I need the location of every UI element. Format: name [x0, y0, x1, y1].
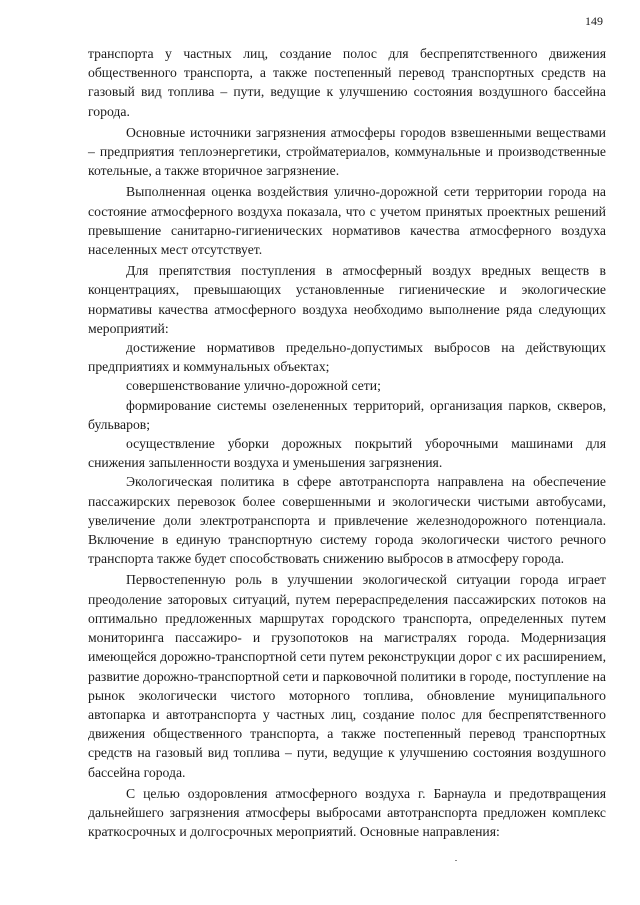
list-item: осуществление уборки дорожных покрытий уборочными машинами для снижения запыленности воздуха и уменьшения загрязнения.: [88, 436, 606, 471]
paragraph: транспорта у частных лиц, создание полос для беспрепятственного движения общественного транспорта, а также постепенный перевод транспортных средств на газовый вид топлива – пути, ведущие к улучшению состояния воздушного бассейна города.: [88, 46, 606, 119]
list-item: формирование системы озелененных территорий, организация парков, скверов, бульваров;: [88, 397, 606, 432]
list-item: совершенствование улично-дорожной сети;: [126, 378, 381, 394]
paragraph: Для препятствия поступления в атмосферный воздух вредных веществ в концентрациях, превышающих установленные гигиенические и экологические нормативы качества атмосферного воздуха необходимо выполнение ряда следующих мероприятий:: [88, 263, 606, 336]
paragraph: Первостепенную роль в улучшении экологической ситуации города играет преодоление заторовых ситуаций, путем перераспределения пассажирских потоков на оптимально предложенных маршрутах городского транспорта, определенных путем мониторинга пассажиро- и грузопотоков на магистралях города. Модернизация имеющейся дорожно-транспортной сети путем реконструкции дорог с их расширением, развитие дорожно-транспортной сети и парковочной политики в городе, поступление на рынок экологически чистого моторного топлива, обновление муниципального автопарка и автотранспорта у частных лиц, создание полос для беспрепятственного движения общественного транспорта, а также постепенный перевод транспортных средств на газовый вид топлива – пути, ведущие к улучшению состояния воздушного бассейна города.: [88, 572, 606, 780]
paragraph: С целью оздоровления атмосферного воздуха г. Барнаула и предотвращения дальнейшего загрязнения атмосферы выбросами автотранспорта предложен комплекс краткосрочных и долгосрочных мероприятий. Основные направления:: [88, 785, 606, 840]
body-text: [88, 44, 606, 841]
page-number: 149: [585, 14, 603, 28]
paragraph: Экологическая политика в сфере автотранспорта направлена на обеспечение пассажирских перевозок более совершенными и экологически чистыми автобусами, увеличение доли электротранспорта и привлечение железнодорожного потенциала. Включение в единую транспортную систему города экологически чистого речного транспорта также будет способствовать снижению выбросов в атмосферу города.: [88, 474, 606, 567]
paragraph: Основные источники загрязнения атмосферы городов взвешенными веществами – предприятия теплоэнергетики, стройматериалов, коммунальные и производственные котельные, а также вторичное загрязнение.: [88, 124, 606, 179]
scan-speck: [455, 860, 457, 861]
list-item: достижение нормативов предельно-допустимых выбросов на действующих предприятиях и коммунальных объектах;: [88, 340, 606, 375]
paragraph: Выполненная оценка воздействия улично-дорожной сети территории города на состояние атмосферного воздуха показала, что с учетом принятых проектных решений превышение санитарно-гигиенических нормативов качества атмосферного воздуха населенных мест отсутствует.: [88, 184, 606, 258]
